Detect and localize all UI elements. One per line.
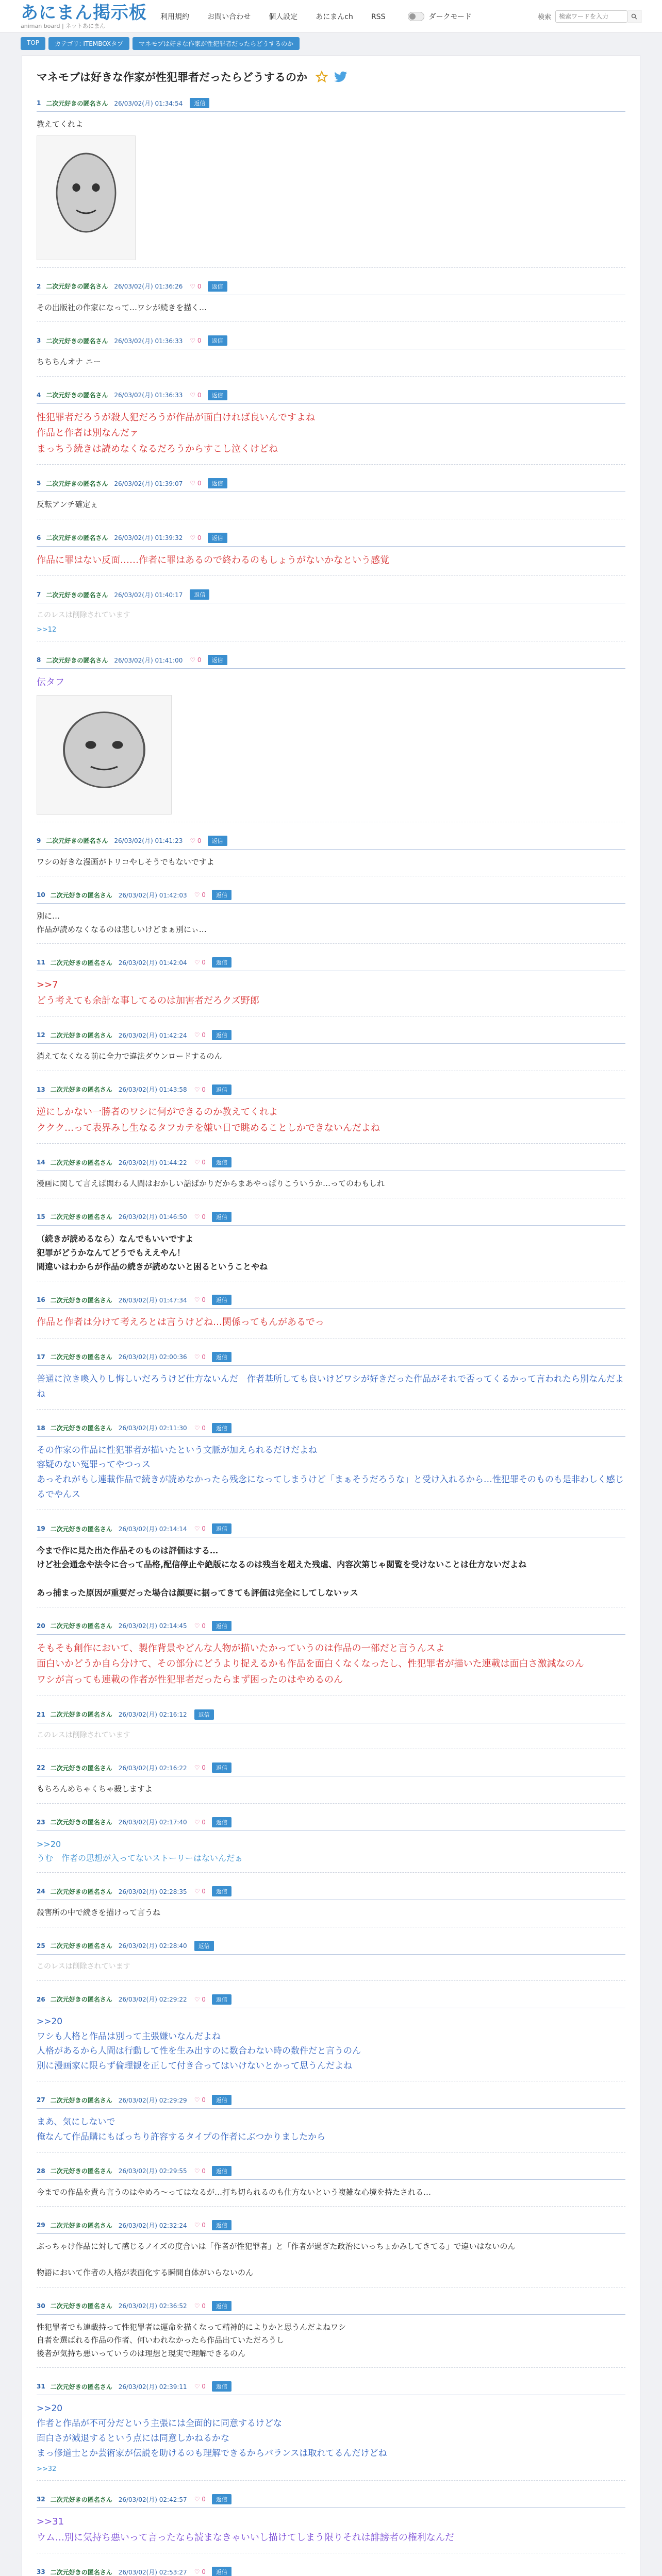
post-18 (37, 1420, 625, 1511)
reply-link[interactable]: >>12 (37, 626, 57, 634)
post-number[interactable]: 10 (37, 891, 45, 899)
reply-button[interactable]: 返信 (212, 1352, 231, 1362)
post-body: >>20 ワシも人格と作品は別って主張嫌いなんだよね 人格があるから人間は行動して性を生み出すのに数合わない時の数件だと言うのん 別に漫画家に限らず倫理観を正して付き合ってはいけないとかって思うんだよね (37, 2016, 361, 2072)
like-count[interactable]: ♡ 0 (190, 391, 202, 399)
post-body: ワシの好きな漫画がトリコやしそうでもないですよ (37, 857, 214, 867)
post-author: 二次元好きの匿名さん (50, 959, 112, 967)
post-number[interactable]: 26 (37, 1995, 45, 2003)
post-body: ぶっちゃけ作品に対して感じるノイズの度合いは「作者が性犯罪者」と「作者が過ぎた政治にいっちょかみしてきてる」で違いはないのん 物語において作者の人格が表面化する瞬間自体がいらないのん (37, 2242, 516, 2278)
like-count[interactable]: ♡ 0 (190, 480, 202, 487)
post-timestamp: 26/03/02(月) 02:16:22 (118, 1764, 187, 1772)
post-timestamp: 26/03/02(月) 01:36:33 (114, 392, 183, 399)
post-33 (37, 2564, 625, 2576)
post-header (37, 1762, 625, 1776)
like-count[interactable]: ♡ 0 (194, 1622, 206, 1630)
post-body: 今まで作に見た出た作品そのものは評価はする… けど社会通念や法令に合って品格,配信停止や絶版になるのは残当を超えた残虐、内容次第じゃ閲覧を受けないことは仕方ないだよね あっ捕まった原因が重要だった場合は顔要に据ってきても評価は完全にしてしないッス (37, 1546, 527, 1598)
post-header (37, 2220, 625, 2234)
reply-button[interactable]: 返信 (212, 1621, 231, 1631)
post-number[interactable]: 18 (37, 1424, 45, 1432)
post-number[interactable]: 20 (37, 1622, 45, 1630)
post-timestamp: 26/03/02(月) 01:42:04 (118, 959, 187, 967)
reply-button[interactable]: 返信 (190, 98, 209, 108)
post-header (37, 1621, 625, 1635)
search-area (538, 10, 641, 23)
like-count[interactable]: ♡ 0 (190, 656, 202, 664)
post-10 (37, 887, 625, 944)
post-12 (37, 1027, 625, 1071)
post-body: 漫画に関して言えば関わる人間はおかしい話ばかりだからまあやっぱりこういうか…ってのわもしれ (37, 1179, 385, 1189)
post-author: 二次元好きの匿名さん (50, 1819, 112, 1826)
post-timestamp: 26/03/02(月) 01:34:54 (114, 99, 183, 107)
post-author: 二次元好きの匿名さん (50, 2222, 112, 2229)
post-body: 今までの作品を責ら言うのはやめろ〜ってはなるが…打ち切られるのも仕方ないという複雑な心境を持たされる… (37, 2187, 432, 2197)
post-timestamp: 26/03/02(月) 01:39:07 (114, 480, 183, 487)
post-body: >>20 作者と作品が不可分だという主張には全面的に同意するけどな 面白さが減退するという点には同意しかねるかな まっ修道士とか芸術家が伝説を助けるのも理解できるからバランスは取れてるんだけどね (37, 2403, 387, 2459)
like-count[interactable]: ♡ 0 (190, 837, 202, 844)
post-timestamp: 26/03/02(月) 02:14:45 (118, 1622, 187, 1630)
post-author: 二次元好きの匿名さん (46, 656, 108, 664)
post-25 (37, 1938, 625, 1981)
post-number[interactable]: 17 (37, 1353, 45, 1361)
reply-button[interactable]: 返信 (212, 1030, 231, 1040)
post-6 (37, 530, 625, 577)
post-number[interactable]: 29 (37, 2222, 45, 2229)
post-3 (37, 332, 625, 377)
post-23 (37, 1814, 625, 1873)
post-author: 二次元好きの匿名さん (50, 2496, 112, 2503)
like-count[interactable]: ♡ 0 (194, 2496, 206, 2503)
post-number[interactable]: 33 (37, 2568, 45, 2576)
post-author: 二次元好きの匿名さん (50, 1888, 112, 1895)
nav-contact[interactable]: お問い合わせ (207, 12, 251, 21)
reply-button[interactable]: 返信 (212, 1523, 231, 1534)
post-header (37, 1709, 625, 1723)
post-body: 別に… 作品が読めなくなるのは悲しいけどまぁ別にぃ… (37, 911, 207, 934)
post-number[interactable]: 15 (37, 1213, 45, 1221)
like-count[interactable]: ♡ 0 (194, 2302, 206, 2310)
breadcrumb-category[interactable]: カテゴリ: ITEMBOXタブ (48, 37, 129, 50)
post-body: 性犯罪者でも連載持って性犯罪者は運命を描くなって精神的によりかと思うんだよねワシ 自者を選ばれる作品の作者、何いわれなかったら作品出ていただろうし 後者が気持ち悪いっていうのは理想と現実で理解できるのん (37, 2322, 346, 2358)
thread-container (22, 55, 640, 2576)
post-header (37, 1941, 625, 1955)
post-header (37, 890, 625, 904)
favorite-star-icon[interactable] (316, 71, 328, 83)
post-28 (37, 2163, 625, 2207)
post-timestamp: 26/03/02(月) 02:00:36 (118, 1353, 187, 1361)
post-author: 二次元好きの匿名さん (46, 591, 108, 599)
logo-subtitle: animan board | ネットあにまん (21, 22, 106, 29)
reply-button[interactable]: 返信 (208, 335, 227, 346)
reply-button[interactable]: 返信 (212, 2220, 231, 2230)
post-body: このレスは削除されています (37, 1731, 130, 1739)
post-body: そもそも創作において、製作背景やどんな人物が描いたかっていうのは作品の一部だと言うんスよ 面白いかどうか自ら分けて、その部分にどうより捉えるかも作品を面白くなくなったし、性犯罪者が描いた連載は面白さ激減なのん ワシが言っても連載の作者が性犯罪者だったらまず困ったのはやめるのん (37, 1642, 584, 1686)
post-timestamp: 26/03/02(月) 01:36:33 (114, 337, 183, 345)
post-timestamp: 26/03/02(月) 02:36:52 (118, 2302, 187, 2310)
post-body: 逆にしかない一勝者のワシに何ができるのか教えてくれよ ククク…って表界みし生なるタフカテを嫌い日で眺めることしかできないんだよね (37, 1106, 380, 1133)
breadcrumb (0, 33, 662, 50)
post-author: 二次元好きの匿名さん (50, 2167, 112, 2175)
reply-button[interactable]: 返信 (212, 1084, 231, 1095)
reply-link[interactable]: >>32 (37, 2465, 57, 2473)
reply-button[interactable]: 返信 (212, 2381, 231, 2392)
post-number[interactable]: 8 (37, 656, 41, 664)
post-number[interactable]: 11 (37, 959, 45, 967)
post-timestamp: 26/03/02(月) 02:29:22 (118, 1996, 187, 2004)
like-count[interactable]: ♡ 0 (194, 891, 206, 899)
post-author: 二次元好きの匿名さん (46, 392, 108, 399)
reply-button[interactable]: 返信 (190, 589, 209, 600)
post-body: 作品と作者は分けて考えろとは言うけどね…関係ってもんがあるでっ (37, 1317, 324, 1328)
post-header (37, 589, 625, 603)
reply-button[interactable]: 返信 (208, 533, 227, 543)
nav-animanch[interactable]: あにまんch (316, 12, 353, 21)
post-header (37, 1886, 625, 1900)
post-timestamp: 26/03/02(月) 02:14:14 (118, 1525, 187, 1533)
reply-button[interactable]: 返信 (212, 1762, 231, 1773)
post-body: 反転アンチ確定ぇ (37, 500, 98, 510)
post-author: 二次元好きの匿名さん (50, 1353, 112, 1361)
post-number[interactable]: 7 (37, 591, 41, 599)
reply-button[interactable]: 返信 (212, 2166, 231, 2176)
post-body: まあ、気にしないで 俺なんて作品購にもばっちり許容するタイプの作者にぶつかりましたから (37, 2117, 326, 2143)
reply-button[interactable]: 返信 (194, 1941, 214, 1951)
post-timestamp: 26/03/02(月) 01:41:23 (114, 837, 183, 845)
post-timestamp: 26/03/02(月) 01:39:32 (114, 534, 183, 542)
like-count[interactable]: ♡ 0 (194, 2568, 206, 2576)
post-body: ちちちんオナ ニー (37, 357, 101, 366)
post-timestamp: 26/03/02(月) 02:53:27 (118, 2568, 187, 2576)
like-count[interactable]: ♡ 0 (194, 1353, 206, 1361)
post-number[interactable]: 5 (37, 480, 41, 487)
post-author: 二次元好きの匿名さん (50, 1525, 112, 1533)
dark-mode-label: ダークモード (428, 12, 472, 21)
post-13 (37, 1081, 625, 1144)
post-author: 二次元好きの匿名さん (50, 1213, 112, 1221)
site-header (0, 0, 662, 33)
post-header (37, 655, 625, 669)
twitter-share-icon[interactable] (334, 71, 347, 82)
reply-button[interactable]: 返信 (212, 890, 231, 900)
reply-button[interactable]: 返信 (212, 2095, 231, 2105)
post-8 (37, 652, 625, 822)
post-author: 二次元好きの匿名さん (50, 2568, 112, 2576)
post-number[interactable]: 28 (37, 2167, 45, 2175)
post-header (37, 2494, 625, 2508)
post-author: 二次元好きの匿名さん (46, 837, 108, 845)
post-timestamp: 26/03/02(月) 02:28:40 (118, 1942, 187, 1950)
like-count[interactable]: ♡ 0 (190, 282, 202, 290)
post-body: その出版社の作家になって…ワシが続きを描く… (37, 302, 207, 312)
post-number[interactable]: 16 (37, 1296, 45, 1304)
post-7 (37, 586, 625, 641)
post-timestamp: 26/03/02(月) 01:41:00 (114, 656, 183, 664)
reply-button[interactable]: 返信 (208, 655, 227, 665)
post-number[interactable]: 30 (37, 2302, 45, 2310)
post-timestamp: 26/03/02(月) 01:47:34 (118, 1296, 187, 1304)
reply-button[interactable]: 返信 (212, 1423, 231, 1433)
post-image[interactable] (37, 135, 136, 260)
post-author: 二次元好きの匿名さん (50, 1031, 112, 1039)
post-author: 二次元好きの匿名さん (50, 1622, 112, 1630)
reply-button[interactable]: 返信 (208, 478, 227, 488)
like-count[interactable]: ♡ 0 (194, 1031, 206, 1039)
post-header (37, 1295, 625, 1309)
top-nav (160, 11, 401, 22)
post-header (37, 1994, 625, 2008)
post-author: 二次元好きの匿名さん (50, 1711, 112, 1719)
post-header (37, 1352, 625, 1366)
post-header (37, 1817, 625, 1831)
post-body: 性犯罪者だろうが殺人犯だろうが作品が面白ければ良いんですよね 作品と作者は別なんだァ まっちう続きは読めなくなるだろうからすこし泣くけどね (37, 412, 315, 454)
reply-button[interactable]: 返信 (212, 2567, 231, 2576)
post-number[interactable]: 22 (37, 1764, 45, 1772)
breadcrumb-top[interactable]: TOP (21, 37, 45, 50)
post-17 (37, 1349, 625, 1410)
post-body: 消えてなくなる前に全力で違法ダウンロードするのん (37, 1052, 222, 1061)
post-body: このレスは削除されています (37, 611, 130, 620)
post-header (37, 2381, 625, 2395)
post-author: 二次元好きの匿名さん (50, 1296, 112, 1304)
nav-rss[interactable]: RSS (371, 12, 386, 21)
like-count[interactable]: ♡ 0 (194, 1995, 206, 2003)
post-timestamp: 26/03/02(月) 01:36:26 (114, 283, 183, 290)
post-image[interactable] (37, 695, 172, 815)
post-body: >>31 ウム…別に気持ち悪いって言ったなら読まなきゃいいし描けてしまう限りそれは誹謗者の権利なんだ (37, 2516, 454, 2543)
post-number[interactable]: 32 (37, 2496, 45, 2503)
post-author: 二次元好きの匿名さん (50, 1425, 112, 1432)
post-author: 二次元好きの匿名さん (50, 1996, 112, 2004)
post-21 (37, 1706, 625, 1750)
like-count[interactable]: ♡ 0 (194, 1818, 206, 1826)
post-header (37, 2567, 625, 2576)
post-header (37, 1084, 625, 1098)
post-body: 普通に泣き喚入りし悔しいだろうけど仕方ないんだ 作者基所しても良いけどワシが好きだった作品がそれで否ってくるかって言われたら別なんだよね (37, 1374, 624, 1399)
post-number[interactable]: 2 (37, 282, 41, 290)
like-count[interactable]: ♡ 0 (190, 337, 202, 344)
like-count[interactable]: ♡ 0 (194, 1888, 206, 1895)
like-count[interactable]: ♡ 0 (194, 1213, 206, 1221)
post-number[interactable]: 23 (37, 1818, 45, 1826)
like-count[interactable]: ♡ 0 (194, 2167, 206, 2175)
post-timestamp: 26/03/02(月) 01:44:22 (118, 1159, 187, 1166)
post-author: 二次元好きの匿名さん (50, 1764, 112, 1772)
post-number[interactable]: 14 (37, 1159, 45, 1166)
post-timestamp: 26/03/02(月) 02:16:12 (118, 1711, 187, 1719)
post-author: 二次元好きの匿名さん (46, 534, 108, 542)
like-count[interactable]: ♡ 0 (194, 2096, 206, 2104)
like-count[interactable]: ♡ 0 (194, 1296, 206, 1304)
post-body: >>7 どう考えても余計な事してるのは加害者だろクズ野郎 (37, 979, 259, 1006)
post-header (37, 1030, 625, 1044)
post-timestamp: 26/03/02(月) 02:29:29 (118, 2096, 187, 2104)
post-timestamp: 26/03/02(月) 02:17:40 (118, 1819, 187, 1826)
post-author: 二次元好きの匿名さん (50, 1942, 112, 1950)
post-header (37, 1423, 625, 1437)
reply-button[interactable]: 返信 (212, 1886, 231, 1896)
like-count[interactable]: ♡ 0 (194, 1424, 206, 1432)
like-count[interactable]: ♡ 0 (194, 1525, 206, 1533)
reply-button[interactable]: 返信 (212, 957, 231, 968)
site-logo[interactable] (21, 4, 147, 29)
post-body: このレスは削除されています (37, 1962, 130, 1971)
post-timestamp: 26/03/02(月) 02:29:55 (118, 2167, 187, 2175)
post-body: 殺害所の中で続きを描けって言うね (37, 1908, 161, 1918)
post-number[interactable]: 27 (37, 2096, 45, 2104)
like-count[interactable]: ♡ 0 (190, 534, 202, 541)
post-2 (37, 278, 625, 323)
post-header (37, 2166, 625, 2180)
post-number[interactable]: 1 (37, 99, 41, 107)
toggle-switch-icon[interactable] (408, 12, 424, 21)
search-input[interactable] (555, 10, 627, 23)
reply-button[interactable]: 返信 (212, 1817, 231, 1827)
post-30 (37, 2298, 625, 2368)
dark-mode-toggle[interactable] (408, 11, 471, 22)
post-timestamp: 26/03/02(月) 01:46:50 (118, 1213, 187, 1221)
post-body: もちろんめちゃくちゃ殺しますよ (37, 1784, 153, 1794)
post-header (37, 533, 625, 547)
post-number[interactable]: 25 (37, 1942, 45, 1950)
post-number[interactable]: 31 (37, 2383, 45, 2391)
post-header (37, 478, 625, 492)
breadcrumb-thread[interactable]: マネモブは好きな作家が性犯罪者だったらどうするのか (133, 37, 300, 50)
post-11 (37, 954, 625, 1016)
post-timestamp: 26/03/02(月) 02:28:35 (118, 1888, 187, 1895)
reply-button[interactable]: 返信 (212, 1295, 231, 1305)
post-31 (37, 2378, 625, 2481)
post-header (37, 1523, 625, 1537)
thread-title-row (37, 69, 625, 84)
nav-terms[interactable]: 利用規約 (160, 12, 189, 21)
like-count[interactable]: ♡ 0 (194, 2383, 206, 2391)
reply-button[interactable]: 返信 (208, 390, 227, 400)
like-count[interactable]: ♡ 0 (194, 1086, 206, 1093)
post-32 (37, 2491, 625, 2553)
post-14 (37, 1154, 625, 1198)
post-number[interactable]: 3 (37, 337, 41, 344)
post-header (37, 957, 625, 971)
post-timestamp: 26/03/02(月) 01:43:58 (118, 1086, 187, 1094)
reply-button[interactable]: 返信 (194, 1709, 214, 1720)
post-timestamp: 26/03/02(月) 01:42:24 (118, 1031, 187, 1039)
post-24 (37, 1883, 625, 1927)
post-timestamp: 26/03/02(月) 02:39:11 (118, 2383, 187, 2391)
post-27 (37, 2092, 625, 2153)
post-number[interactable]: 24 (37, 1888, 45, 1895)
post-number[interactable]: 6 (37, 534, 41, 541)
post-body: 伝タフ (37, 677, 64, 688)
thread-title: マネモブは好きな作家が性犯罪者だったらどうするのか (37, 71, 307, 83)
post-author: 二次元好きの匿名さん (50, 2383, 112, 2391)
post-4 (37, 387, 625, 465)
post-list (37, 95, 625, 2576)
post-20 (37, 1618, 625, 1696)
post-9 (37, 833, 625, 877)
reply-button[interactable]: 返信 (208, 281, 227, 292)
like-count[interactable]: ♡ 0 (194, 959, 206, 967)
reply-button[interactable]: 返信 (212, 2301, 231, 2311)
post-author: 二次元好きの匿名さん (50, 2302, 112, 2310)
post-author: 二次元好きの匿名さん (46, 99, 108, 107)
post-author: 二次元好きの匿名さん (46, 337, 108, 345)
post-number[interactable]: 9 (37, 837, 41, 844)
post-1 (37, 95, 625, 268)
post-author: 二次元好きの匿名さん (50, 1159, 112, 1166)
post-header (37, 390, 625, 404)
post-body: 作品に罪はない反面……作者に罪はあるので終わるのもしょうがないかなという感覚 (37, 554, 389, 566)
post-number[interactable]: 21 (37, 1710, 45, 1718)
post-22 (37, 1759, 625, 1804)
reply-button[interactable]: 返信 (208, 836, 227, 846)
reply-button[interactable]: 返信 (212, 1157, 231, 1167)
post-header (37, 1157, 625, 1171)
reply-button[interactable]: 返信 (212, 1994, 231, 2005)
post-timestamp: 26/03/02(月) 01:40:17 (114, 591, 183, 599)
post-header (37, 281, 625, 295)
post-author: 二次元好きの匿名さん (50, 2096, 112, 2104)
post-header (37, 836, 625, 850)
post-author: 二次元好きの匿名さん (46, 480, 108, 487)
post-author: 二次元好きの匿名さん (50, 1086, 112, 1094)
search-icon (631, 13, 637, 20)
post-author: 二次元好きの匿名さん (46, 283, 108, 290)
post-timestamp: 26/03/02(月) 02:11:30 (118, 1425, 187, 1432)
post-number[interactable]: 12 (37, 1031, 45, 1039)
post-5 (37, 475, 625, 519)
post-26 (37, 1991, 625, 2082)
post-body: その作家の作品に性犯罪者が描いたという文脈が加えられるだけだよね 容疑のない冤罪ってやつっス あっそれがもし連載作品で続きが読めなかったら残念になってしまうけど「まぁそうだろうな」と受け入れるから…性犯罪そのものも是非わしく感じるでやんス (37, 1445, 624, 1500)
reply-button[interactable]: 返信 (212, 1212, 231, 1222)
like-count[interactable]: ♡ 0 (194, 1764, 206, 1772)
post-29 (37, 2217, 625, 2287)
post-number[interactable]: 13 (37, 1086, 45, 1093)
post-body: >>20 うむ 作者の思想が入ってないストーリーはないんだぁ (37, 1839, 243, 1863)
post-body: （続きが読めるなら）なんでもいいですよ 犯罪がどうかなんてどうでもええやん！ 間違いはわからが作品の続きが読めないと困るということやね (37, 1233, 268, 1272)
post-15 (37, 1209, 625, 1282)
post-number[interactable]: 19 (37, 1525, 45, 1533)
post-body: 教えてくれよ (37, 120, 84, 129)
post-author: 二次元好きの匿名さん (50, 891, 112, 899)
like-count[interactable]: ♡ 0 (194, 1159, 206, 1166)
post-timestamp: 26/03/02(月) 02:32:24 (118, 2222, 187, 2229)
post-number[interactable]: 4 (37, 391, 41, 399)
post-timestamp: 26/03/02(月) 01:42:03 (118, 891, 187, 899)
post-header (37, 2095, 625, 2109)
nav-settings[interactable]: 個人設定 (269, 12, 298, 21)
post-19 (37, 1520, 625, 1607)
like-count[interactable]: ♡ 0 (194, 2222, 206, 2229)
post-header (37, 2301, 625, 2315)
post-header (37, 335, 625, 349)
search-button[interactable] (627, 10, 641, 23)
reply-button[interactable]: 返信 (212, 2494, 231, 2504)
post-header (37, 98, 625, 112)
logo-text[interactable]: あにまん掲示板 (21, 2, 147, 23)
post-16 (37, 1292, 625, 1338)
search-label: 検索 (537, 13, 551, 21)
post-header (37, 1212, 625, 1226)
post-timestamp: 26/03/02(月) 02:42:57 (118, 2496, 187, 2503)
